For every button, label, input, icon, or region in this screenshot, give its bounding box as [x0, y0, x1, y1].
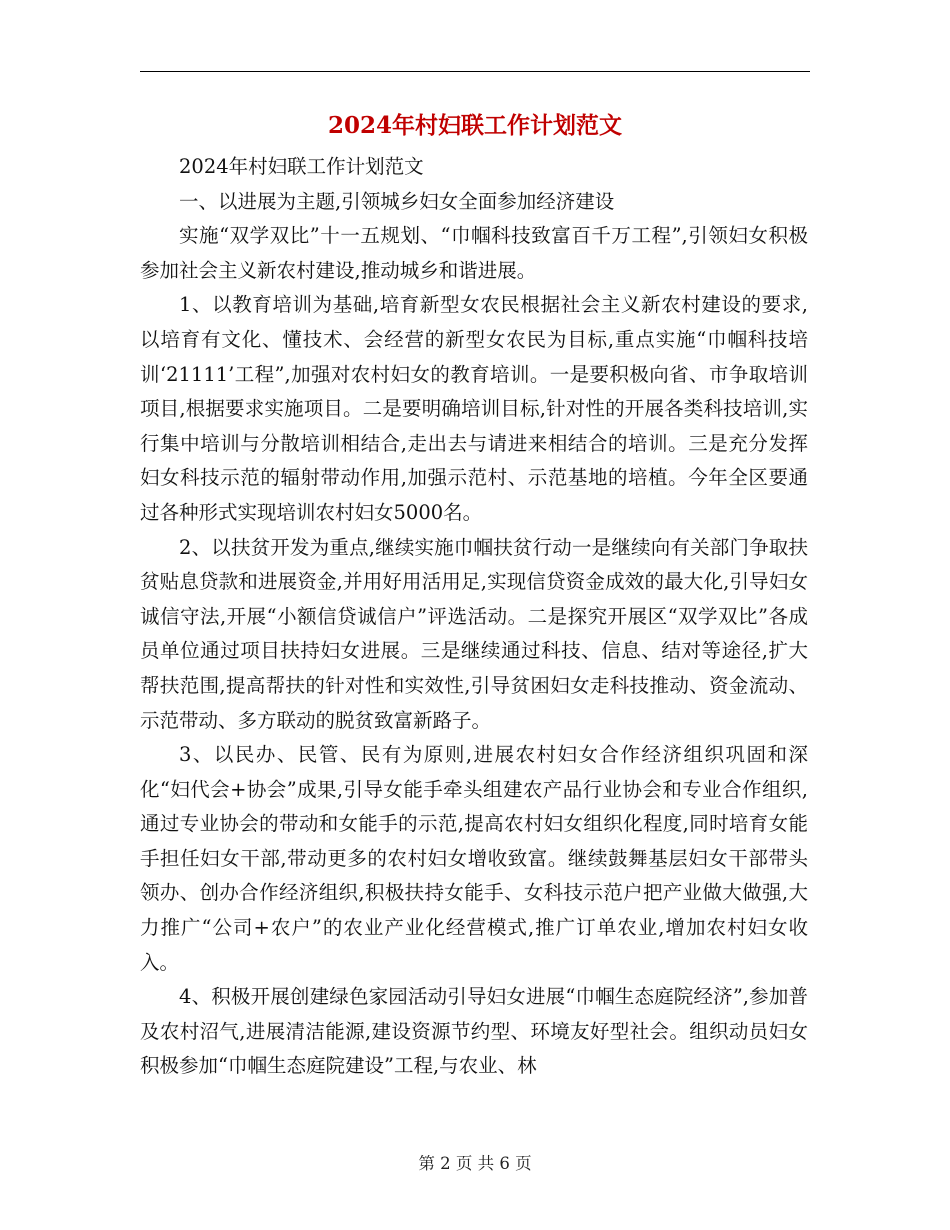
- page-number-footer: 第 2 页 共 6 页: [418, 1154, 532, 1173]
- header-rule: [140, 71, 810, 72]
- body-paragraph: 4、积极开展创建绿色家园活动引导妇女进展“巾帼生态庭院经济”,参加普及农村沼气,进展清洁能源,建设资源节约型、环境友好型社会。组织动员妇女积极参加“巾帼生态庭院建设”工程,与农业、林: [140, 985, 808, 1078]
- body-paragraph: 1、以教育培训为基础,培育新型女农民根据社会主义新农村建设的要求,以培育有文化、懂技术、会经营的新型女农民为目标,重点实施“巾帼科技培训‘21111’工程”,加强对农村妇女的教育培训。一是要积极向省、市争取培训项目,根据要求实施项目。二是要明确培训目标,针对性的开展各类科技培训,实行集中培训与分散培训相结合,走出去与请进来相结合的培训。三是充分发挥妇女科技示范的辐射带动作用,加强示范村、示范基地的培植。今年全区要通过各种形式实现培训农村妇女5000名。: [140, 293, 808, 524]
- document-body: [140, 150, 808, 1084]
- section-heading: 一、以进展为主题,引领城乡妇女全面参加经济建设: [179, 189, 615, 213]
- subtitle-paragraph: 2024年村妇联工作计划范文: [179, 155, 424, 178]
- document-title: 2024年村妇联工作计划范文: [327, 112, 622, 139]
- body-paragraph: 实施“双学双比”十一五规划、“巾帼科技致富百千万工程”,引领妇女积极参加社会主义新农村建设,推动城乡和谐进展。: [140, 224, 808, 282]
- body-paragraph: 3、以民办、民管、民有为原则,进展农村妇女合作经济组织巩固和深化“妇代会+协会”成果,引导女能手牵头组建农产品行业协会和专业合作组织,通过专业协会的带动和女能手的示范,提高农村妇女组织化程度,同时培育女能手担任妇女干部,带动更多的农村妇女增收致富。继续鼓舞基层妇女干部带头领办、创办合作经济组织,积极扶持女能手、女科技示范户把产业做大做强,大力推广“公司+农户”的农业产业化经营模式,推广订单农业,增加农村妇女收入。: [140, 743, 808, 974]
- body-paragraph: 2、以扶贫开发为重点,继续实施巾帼扶贫行动一是继续向有关部门争取扶贫贴息贷款和进展资金,并用好用活用足,实现信贷资金成效的最大化,引导妇女诚信守法,开展“小额信贷诚信户”评选活动。二是探究开展区“双学双比”各成员单位通过项目扶持妇女进展。三是继续通过科技、信息、结对等途径,扩大帮扶范围,提高帮扶的针对性和实效性,引导贫困妇女走科技推动、资金流动、示范带动、多方联动的脱贫致富新路子。: [140, 535, 808, 732]
